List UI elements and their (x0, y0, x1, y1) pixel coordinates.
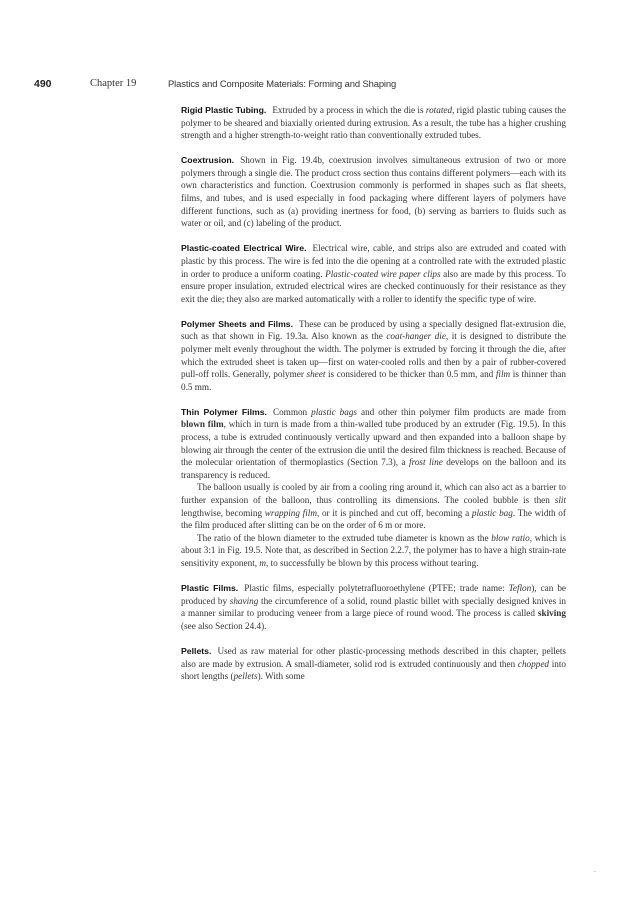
section-polymer-sheets (181, 318, 566, 394)
section-heading: Rigid Plastic Tubing. (181, 105, 267, 115)
section-rigid-plastic-tubing (181, 104, 566, 142)
emphasis: sheet (306, 369, 326, 380)
text: These can be produced by using a specially designed flat-extrusion die, such as that shown in Fig. 19.3a. Also known as the (181, 318, 567, 342)
text: ), can be produced by (181, 583, 566, 606)
text: develops on the balloon and its transparency is reduced. (181, 457, 566, 480)
paragraph (181, 242, 566, 305)
section-heading: Coextrusion. (181, 155, 235, 166)
text: , to successfully be blown by this process without tearing. (265, 558, 479, 568)
section-plastic-coated-wire (181, 242, 566, 305)
text: Common (272, 406, 312, 417)
emphasis: frost line (409, 457, 443, 468)
text: ). With some (257, 671, 305, 682)
emphasis: blow ratio (491, 532, 530, 543)
section-coextrusion (181, 154, 566, 230)
text: . The width of the film produced after slitting can be on the order of 6 m or more. (181, 507, 566, 531)
text: Plastic films, especially polytetrafluoroethylene (PTFE; trade name: (244, 583, 509, 594)
text: Used as raw material for other plastic-processing methods described in this chapter, pellets also are made by extrusion. A small-diameter, solid rod is extruded continuously and then (181, 645, 566, 669)
text: , it is designed to distribute the polymer melt evenly throughout the width. The polymer is extruded by forcing it through the die, after which the extruded sheet is taken up—first on water-cooled rolls and then by a pair of rubber-covered pull-off rolls. Generally, polymer (181, 331, 566, 380)
section-heading: Pellets. (181, 645, 212, 656)
paragraph (181, 154, 566, 230)
paragraph (181, 481, 566, 531)
text: is considered to be thicker than 0.5 mm, and (325, 369, 496, 380)
page-body (181, 104, 566, 695)
text: , which is about 3:1 in Fig. 19.5. Note that, as described in Section 2.2.7, the polymer has to have a high strain-rate sensitivity exponent, (181, 532, 566, 568)
section-plastic-films (181, 582, 566, 632)
text: is thinner than 0.5 mm. (181, 369, 566, 392)
text: into short lengths ( (181, 658, 566, 682)
text: The ratio of the blown diameter to the extruded tube diameter is known as the (197, 532, 492, 543)
text: the circumference of a solid, round plastic billet with specially designed knives in a manner similar to producing veneer from a large piece of round wood. The process is called (181, 595, 566, 619)
paragraph (181, 406, 566, 482)
emphasis: plastic bag (471, 507, 513, 518)
text: , or it is pinched and cut off, becoming a (316, 507, 472, 518)
paragraph (181, 532, 566, 570)
text: , which in turn is made from a thin-walled tube produced by an extruder (Fig. 19.5). In this process, a tube is extruded continuously vertically upward and then expanded into a balloon shape by blowing air through the center of the extrusion die until the desired film thickness is reached. Because of the molecular orientation of thermoplastics (Section 7.3), a (181, 419, 566, 468)
emphasis: wrapping film (264, 507, 317, 518)
key-term: blown film (181, 419, 224, 430)
paragraph (181, 318, 566, 394)
paragraph (181, 104, 566, 142)
emphasis: chopped (517, 658, 549, 669)
running-header (34, 78, 594, 92)
emphasis: plastic bags (311, 406, 358, 417)
emphasis: film (495, 369, 511, 380)
emphasis: m (259, 558, 266, 568)
page-number: 490 (34, 78, 52, 90)
emphasis: Plastic-coated wire paper clips (325, 268, 441, 279)
text: The balloon usually is cooled by air from a cooling ring around it, which can also act as a barrier to further expansion of the balloon, thus controlling its dimensions. The cooled bubble is then (181, 482, 566, 506)
emphasis: shaving (229, 595, 259, 606)
text: Extruded by a process in which the die is (272, 105, 426, 115)
section-heading: Plastic Films. (181, 583, 239, 594)
corner-mark: . (594, 866, 596, 874)
section-heading: Polymer Sheets and Films. (181, 318, 294, 329)
text: and other thin polymer film products are made from (357, 406, 566, 417)
section-heading: Thin Polymer Films. (181, 406, 267, 417)
text: Shown in Fig. 19.4b, coextrusion involves simultaneous extrusion of two or more polymers through a single die. The product cross section thus contains different polymers—each with its own characteristics and function. Coextrusion commonly is performed in shapes such as flat sheets, films, and tubes, and is used especially in food packaging where different layers of polymers have different functions, such as (a) providing inertness for food, (b) serving as barriers to fluids such as water or oil, and (c) labeling of the product. (181, 155, 566, 229)
section-heading: Plastic-coated Electrical Wire. (181, 243, 307, 254)
emphasis: rotated (425, 105, 453, 115)
emphasis: slit (554, 495, 566, 506)
text: lengthwise, becoming (181, 507, 265, 518)
emphasis: pellets (233, 671, 258, 682)
section-thin-polymer-films (181, 406, 566, 570)
text: , rigid plastic tubing causes the polymer to be sheared and biaxially oriented during extrusion. As a result, the tube has a higher crushing strength and a higher strength-to-weight ratio than conventionally extruded tubes. (181, 105, 566, 141)
paragraph (181, 645, 566, 683)
text: (see also Section 24.4). (181, 620, 267, 631)
key-term: skiving (537, 608, 566, 619)
section-pellets (181, 645, 566, 683)
text: Electrical wire, cable, and strips also are extruded and coated with plastic by this process. The wire is fed into the die opening at a controlled rate with the extruded plastic in order to produce a uniform coating. (181, 243, 566, 279)
emphasis: coat-hanger die (386, 331, 446, 342)
chapter-label: Chapter 19 (90, 78, 137, 89)
chapter-title: Plastics and Composite Materials: Forming and Shaping (168, 78, 397, 89)
emphasis: Teflon (508, 583, 532, 594)
paragraph (181, 582, 566, 632)
text: also are made by this process. To ensure proper insulation, extruded electrical wires are checked continuously for their resistance as they exit the die; they also are marked automatically with a roller to identify the specific type of wire. (181, 268, 566, 304)
